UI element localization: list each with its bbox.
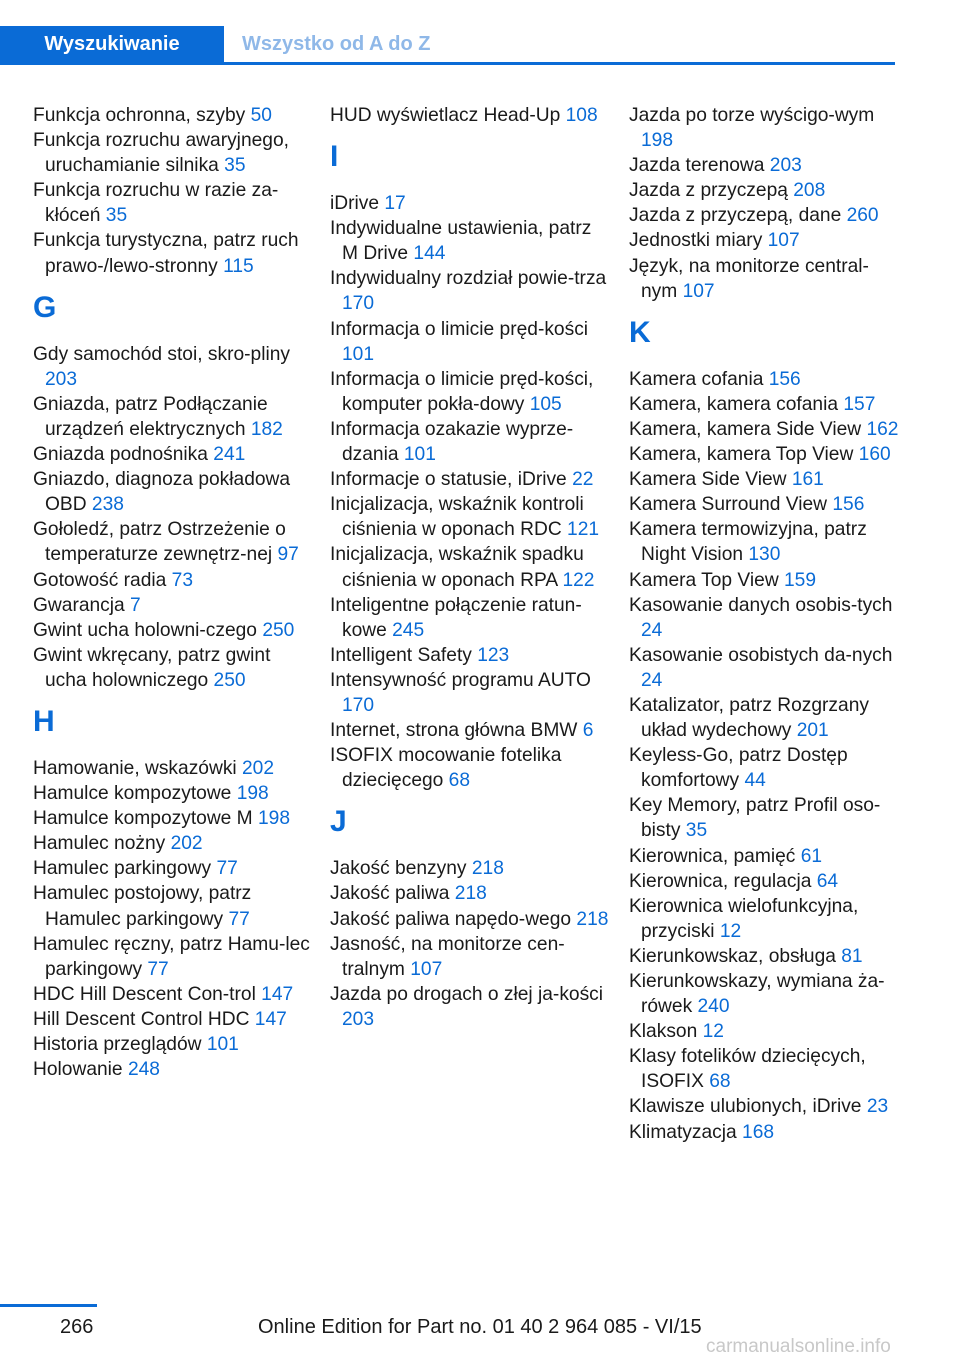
index-entry-text: Kierownica, regulacja	[629, 870, 817, 892]
index-entry-text: Kamera cofania	[629, 368, 769, 390]
index-entry-text: Kasowanie danych osobis‐tych	[629, 594, 893, 616]
page-link[interactable]: 81	[841, 945, 863, 967]
page-link[interactable]: 161	[791, 469, 824, 491]
index-entry	[629, 203, 899, 228]
page-link[interactable]: 198	[641, 130, 674, 152]
page-link[interactable]: 147	[254, 1008, 287, 1030]
index-column-2	[330, 103, 610, 1032]
index-entry	[629, 178, 899, 203]
page-link[interactable]: 156	[832, 494, 865, 516]
index-entry-text: Kierunkowskaz, obsługa	[629, 945, 842, 967]
page-link[interactable]: 23	[866, 1096, 889, 1118]
page-link[interactable]: 182	[250, 418, 283, 440]
index-entry	[33, 128, 313, 178]
page-link[interactable]: 144	[413, 243, 446, 265]
index-entry	[629, 844, 899, 869]
index-entry	[33, 1007, 313, 1032]
page-link[interactable]: 6	[582, 720, 594, 742]
index-entry	[629, 869, 899, 894]
page-link[interactable]: 122	[562, 569, 595, 591]
index-entry-text: Kamera Top View	[629, 569, 785, 591]
page-link[interactable]: 218	[576, 908, 609, 930]
index-entry-text: Indywidualne ustawienia, patrz M Drive	[330, 218, 592, 265]
page-link[interactable]: 208	[793, 180, 826, 202]
index-entry	[33, 568, 313, 593]
index-entry	[330, 668, 610, 718]
index-entry	[629, 793, 899, 843]
index-entry	[33, 342, 313, 392]
page-link[interactable]: 238	[91, 494, 124, 516]
page-link[interactable]: 101	[342, 343, 375, 365]
index-entry	[330, 932, 610, 982]
index-entry	[33, 781, 313, 806]
index-entry-text: Kamera, kamera Side View	[629, 418, 867, 440]
page-link[interactable]: 170	[342, 694, 375, 716]
index-entry	[629, 593, 899, 643]
index-entry	[33, 392, 313, 442]
page-link[interactable]: 12	[719, 920, 742, 942]
index-entry-text: Key Memory, patrz Profil oso‐bisty	[629, 795, 881, 842]
page-link[interactable]: 121	[567, 519, 600, 541]
index-entry	[33, 756, 313, 781]
page-link[interactable]: 170	[342, 293, 375, 315]
index-entry-text: Funkcja ochronna, szyby	[33, 105, 251, 126]
page-link[interactable]: 77	[216, 858, 238, 880]
index-entry-text: Jasność, na monitorze cen‐tralnym	[330, 933, 565, 980]
index-entry	[629, 969, 899, 1019]
page-link[interactable]: 201	[796, 720, 829, 742]
index-entry-text: Kierownica, pamięć	[629, 845, 801, 867]
page-link[interactable]: 241	[213, 444, 246, 466]
page-link[interactable]: 156	[768, 368, 801, 390]
page-link[interactable]: 147	[261, 983, 294, 1005]
section-letter: K	[629, 315, 651, 349]
index-entry	[330, 856, 610, 881]
page-link[interactable]: 77	[228, 908, 250, 930]
index-entry-text: ISOFIX mocowanie fotelika dziecięcego	[330, 745, 562, 792]
index-entry-text: Hamulec postojowy, patrz Hamulec parkingowy	[33, 883, 252, 930]
page-link[interactable]: 44	[744, 770, 766, 792]
index-entry	[629, 228, 899, 253]
index-entry-text: Indywidualny rozdział powie‐trza	[330, 268, 607, 290]
index-entry	[629, 153, 899, 178]
page-link[interactable]: 101	[206, 1034, 239, 1055]
index-entry	[629, 1120, 899, 1145]
page-link[interactable]: 202	[242, 757, 275, 779]
page-link[interactable]: 108	[565, 105, 598, 126]
index-entry	[330, 593, 610, 643]
index-entry-text: Język, na monitorze central‐nym	[629, 255, 869, 302]
index-entry-text: Gwint wkręcany, patrz gwint ucha holowniczego	[33, 644, 271, 691]
page-link[interactable]: 198	[258, 808, 291, 830]
page-link[interactable]: 101	[403, 444, 436, 466]
index-entry	[629, 417, 899, 442]
index-entry-text: Kasowanie osobistych da‐nych	[629, 644, 893, 666]
index-entry-text: Gotowość radia	[33, 569, 172, 591]
index-entry	[330, 417, 610, 467]
index-entry	[629, 1044, 899, 1094]
index-entry	[629, 1094, 899, 1119]
page-link[interactable]: 159	[784, 569, 817, 591]
index-entry-text: Funkcja rozruchu awaryjnego, uruchamianie silnika	[33, 130, 289, 177]
page-link[interactable]: 97	[277, 544, 299, 566]
index-entry	[330, 266, 610, 316]
page-link[interactable]: 35	[105, 205, 128, 227]
index-column-1	[33, 103, 313, 1082]
index-entry	[330, 881, 610, 906]
section-letter: G	[33, 290, 57, 324]
page-link[interactable]: 168	[742, 1121, 775, 1143]
index-entry-text: Gdy samochód stoi, skro‐pliny	[33, 343, 290, 365]
index-entry-text: Gołoledź, patrz Ostrzeżenie o temperaturze zewnętrz‐nej	[33, 519, 286, 566]
index-entry-text: Kamera, kamera cofania	[629, 393, 844, 415]
page-link[interactable]: 7	[130, 594, 141, 616]
index-entry	[33, 1057, 313, 1082]
index-entry	[629, 392, 899, 417]
watermark: carmanualsonline.info	[706, 1336, 891, 1357]
page-link[interactable]: 240	[697, 996, 730, 1018]
index-entry-text: Internet, strona główna BMW	[330, 720, 583, 742]
tab-search[interactable]: Wyszukiwanie	[0, 26, 224, 62]
index-entry	[629, 367, 899, 392]
index-entry-text: Funkcja turystyczna, patrz ruch prawo-/lewo‐stronny	[33, 230, 299, 277]
index-entry	[33, 442, 313, 467]
section-letter: I	[330, 140, 339, 174]
index-entry	[330, 367, 610, 417]
page-link[interactable]: 250	[213, 669, 246, 691]
index-entry-text: Funkcja rozruchu w razie za‐kłóceń	[33, 180, 279, 227]
index-entry	[629, 492, 899, 517]
page-link[interactable]: 245	[392, 619, 425, 641]
page-link[interactable]: 218	[471, 858, 504, 880]
index-entry-text: Inicjalizacja, wskaźnik spadku ciśnienia w oponach RPA	[330, 544, 584, 591]
page-link[interactable]: 218	[454, 883, 487, 905]
index-entry	[33, 517, 313, 567]
index-entry	[330, 103, 610, 128]
section-letter: H	[33, 704, 55, 738]
index-entry-text: Gwint ucha holowni‐czego	[33, 619, 263, 641]
index-entry-text: Keyless-Go, patrz Dostęp komfortowy	[629, 745, 848, 792]
index-entry-text: iDrive	[330, 193, 385, 215]
page-link[interactable]: 77	[147, 958, 169, 980]
index-entry	[33, 228, 313, 278]
index-entry	[33, 831, 313, 856]
page-link[interactable]: 12	[702, 1021, 724, 1043]
index-entry-text: HUD wyświetlacz Head-Up	[330, 105, 566, 126]
index-entry-text: Intelligent Safety	[330, 644, 478, 666]
index-entry-text: Hamulce kompozytowe	[33, 783, 237, 805]
index-entry	[629, 643, 899, 693]
index-entry	[33, 856, 313, 881]
index-entry-text: Klakson	[629, 1021, 703, 1043]
index-entry-text: Informacja ozakazie wyprze‐dzania	[330, 418, 574, 466]
index-entry-text: Hamowanie, wskazówki	[33, 757, 243, 779]
page-link[interactable]: 248	[127, 1059, 160, 1081]
index-entry	[330, 542, 610, 592]
page-link[interactable]: 17	[384, 193, 406, 215]
page-link[interactable]: 160	[858, 444, 891, 466]
index-entry-text: Jazda po torze wyścigo‐wym	[629, 105, 875, 126]
index-entry	[330, 216, 610, 266]
index-entry-text: Hamulec nożny	[33, 833, 171, 855]
index-entry-text: Jakość paliwa napędo‐wego	[330, 908, 577, 930]
index-entry	[629, 743, 899, 793]
index-entry-text: Gwarancja	[33, 594, 131, 616]
page-link[interactable]: 157	[843, 393, 876, 415]
index-entry-text: Hill Descent Control HDC	[33, 1008, 255, 1030]
page-link[interactable]: 202	[170, 833, 203, 855]
index-entry-text: Kamera Side View	[629, 469, 792, 491]
index-entry	[629, 894, 899, 944]
page-link[interactable]: 61	[800, 845, 823, 867]
index-entry-text: Informacje o statusie, iDrive	[330, 469, 573, 491]
index-entry	[330, 643, 610, 668]
page-link[interactable]: 50	[250, 105, 272, 126]
page-link[interactable]: 64	[816, 870, 839, 892]
index-entry	[330, 317, 610, 367]
index-entry	[629, 944, 899, 969]
index-entry-text: Jazda po drogach o złej ja‐kości	[330, 983, 604, 1005]
footer-divider	[0, 1304, 97, 1307]
index-entry-text: Informacja o limicie pręd‐kości, komputer pokła‐dowy	[330, 368, 594, 415]
index-entry-text: Inteligentne połączenie ratun‐kowe	[330, 594, 582, 641]
index-entry-text: Inicjalizacja, wskaźnik kontroli ciśnienia w oponach RDC	[330, 494, 584, 541]
index-entry	[330, 191, 610, 216]
page-link[interactable]: 115	[223, 255, 254, 277]
index-entry-text: HDC Hill Descent Con‐trol	[33, 983, 262, 1005]
index-entry-text: Informacja o limicie pręd‐kości	[330, 318, 589, 340]
index-entry	[33, 643, 313, 693]
index-entry	[330, 982, 610, 1032]
index-entry-text: Hamulec ręczny, patrz Hamu‐lec parkingowy	[33, 933, 310, 980]
index-entry-text: Jakość paliwa	[330, 883, 455, 905]
index-entry	[330, 718, 610, 743]
index-column-3	[629, 103, 899, 1145]
page-link[interactable]: 24	[641, 619, 663, 641]
index-entry	[33, 881, 313, 931]
index-entry	[629, 693, 899, 743]
index-entry-text: Jakość benzyny	[330, 858, 472, 880]
index-entry-text: Katalizator, patrz Rozgrzany układ wydechowy	[629, 694, 869, 742]
index-entry-text: Jazda z przyczepą, dane	[629, 205, 847, 227]
index-entry-text: Hamulec parkingowy	[33, 858, 217, 880]
index-entry	[629, 1019, 899, 1044]
page-link[interactable]: 203	[769, 155, 802, 177]
index-entry	[330, 743, 610, 793]
index-entry	[33, 593, 313, 618]
page-link[interactable]: 73	[171, 569, 193, 591]
page-link[interactable]: 198	[236, 783, 269, 805]
index-entry-text: Kierunkowskazy, wymiana ża‐rówek	[629, 971, 885, 1018]
index-entry-text: Gniazda, patrz Podłączanie urządzeń elektrycznych	[33, 393, 268, 440]
index-entry	[629, 467, 899, 492]
tab-a-to-z[interactable]: Wszystko od A do Z	[242, 32, 431, 55]
page-link[interactable]: 105	[529, 393, 562, 415]
index-entry	[629, 568, 899, 593]
index-entry-text: Hamulce kompozytowe M	[33, 808, 258, 830]
page-link[interactable]: 35	[685, 820, 708, 842]
index-entry	[330, 467, 610, 492]
page-link[interactable]: 162	[866, 418, 899, 440]
page-link[interactable]: 22	[572, 469, 594, 491]
index-entry-text: Kamera, kamera Top View	[629, 444, 859, 466]
tab-bar	[0, 26, 895, 65]
index-entry-text: Kierownica wielofunkcyjna, przyciski	[629, 895, 859, 942]
index-entry-text: Jazda terenowa	[629, 155, 770, 177]
index-entry	[629, 103, 899, 153]
index-entry-text: Kamera Surround View	[629, 494, 833, 516]
index-entry	[33, 1032, 313, 1057]
index-entry-text: Kamera termowizyjna, patrz Night Vision	[629, 519, 867, 566]
page-link[interactable]: 123	[477, 644, 510, 666]
page-link[interactable]: 24	[641, 669, 663, 691]
page-link[interactable]: 107	[410, 958, 443, 980]
index-entry-text: Gniazda podnośnika	[33, 444, 214, 466]
page-link[interactable]: 107	[767, 230, 800, 252]
index-entry-text: Intensywność programu AUTO	[330, 669, 591, 691]
page-link[interactable]: 130	[748, 544, 781, 566]
page-link[interactable]: 107	[682, 280, 715, 302]
index-entry-text: Gniazdo, diagnoza pokładowa OBD	[33, 469, 291, 516]
index-entry-text: Holowanie	[33, 1059, 128, 1081]
index-entry	[33, 618, 313, 643]
page-link[interactable]: 35	[224, 155, 246, 177]
page-link[interactable]: 68	[448, 770, 471, 792]
page-link[interactable]: 203	[45, 368, 78, 390]
index-entry	[33, 178, 313, 228]
page-link[interactable]: 68	[709, 1071, 731, 1093]
index-entry	[33, 932, 313, 982]
index-entry-text: Klawisze ulubionych, iDrive	[629, 1096, 867, 1118]
index-entry-text: Jednostki miary	[629, 230, 768, 252]
index-entry	[330, 492, 610, 542]
page-number: 266	[60, 1316, 94, 1338]
index-entry	[33, 467, 313, 517]
index-entry-text: Jazda z przyczepą	[629, 180, 794, 202]
index-entry-text: Historia przeglądów	[33, 1034, 207, 1055]
page-link[interactable]: 250	[262, 619, 295, 641]
index-entry	[629, 517, 899, 567]
index-entry-text: Klasy fotelików dziecięcych, ISOFIX	[629, 1046, 866, 1093]
section-letter: J	[330, 805, 347, 839]
index-entry	[629, 442, 899, 467]
edition-note: Online Edition for Part no. 01 40 2 964 085 - VI/15	[258, 1316, 702, 1338]
index-entry	[330, 907, 610, 932]
index-entry	[33, 982, 313, 1007]
page-link[interactable]: 203	[342, 1008, 375, 1030]
index-entry-text: Klimatyzacja	[629, 1121, 743, 1143]
index-entry	[629, 254, 899, 304]
page-link[interactable]: 260	[846, 205, 879, 227]
index-entry	[33, 806, 313, 831]
index-entry	[33, 103, 313, 128]
